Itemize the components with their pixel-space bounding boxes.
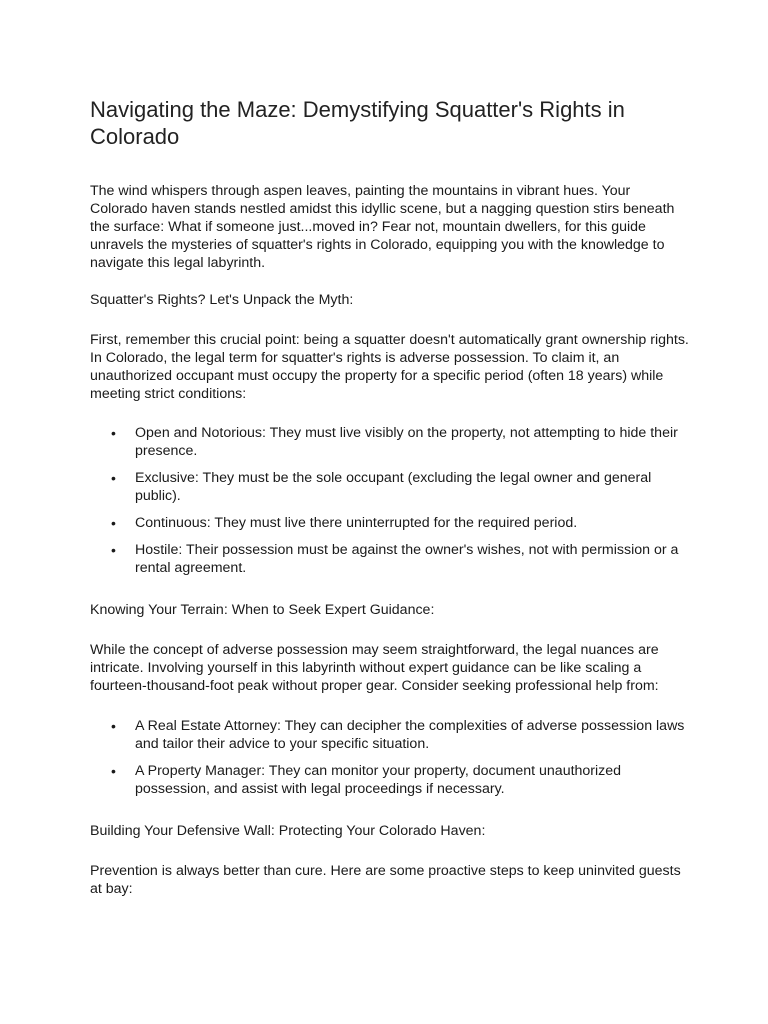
bullet-icon: • xyxy=(111,718,116,734)
section-heading-guidance: Knowing Your Terrain: When to Seek Expert Guidance: xyxy=(90,602,435,618)
document-title: Navigating the Maze: Demystifying Squatter's Rights in Colorado xyxy=(90,97,625,149)
list-item xyxy=(111,541,690,577)
document-page xyxy=(90,96,690,898)
list-item-text: Open and Notorious: They must live visibly on the property, not attempting to hide their presence. xyxy=(135,425,678,459)
bullet-icon: • xyxy=(111,470,116,486)
section-paragraph-guidance: While the concept of adverse possession may seem straightforward, the legal nuances are intricate. Involving yourself in this labyrinth without expert guidance can be like scaling a fourteen-thousand-foot peak without proper gear. Consider seeking professional help from: xyxy=(90,642,659,694)
section-heading-defense: Building Your Defensive Wall: Protecting Your Colorado Haven: xyxy=(90,823,486,839)
professionals-list xyxy=(90,717,690,798)
intro-paragraph: The wind whispers through aspen leaves, painting the mountains in vibrant hues. Your Colorado haven stands nestled amidst this idyllic scene, but a nagging question stirs beneath the surface: What if someone just...moved in? Fear not, mountain dwellers, for this guide unravels the mysteries of squatter's rights in Colorado, equipping you with the knowledge to navigate this legal labyrinth. xyxy=(90,183,675,271)
list-item xyxy=(111,717,690,753)
list-item xyxy=(111,514,690,532)
bullet-icon: • xyxy=(111,542,116,558)
list-item-text: Exclusive: They must be the sole occupant (excluding the legal owner and general public). xyxy=(135,470,652,504)
section-paragraph-defense: Prevention is always better than cure. Here are some proactive steps to keep uninvited guests at bay: xyxy=(90,863,681,897)
conditions-list xyxy=(90,424,690,577)
list-item-text: Continuous: They must live there uninterrupted for the required period. xyxy=(135,515,578,531)
list-item-text: A Property Manager: They can monitor your property, document unauthorized possession, and assist with legal proceedings if necessary. xyxy=(135,763,622,797)
section-heading-myth: Squatter's Rights? Let's Unpack the Myth: xyxy=(90,292,354,308)
bullet-icon: • xyxy=(111,515,116,531)
list-item-text: A Real Estate Attorney: They can decipher the complexities of adverse possession laws and tailor their advice to your specific situation. xyxy=(135,718,685,752)
section-paragraph-myth: First, remember this crucial point: being a squatter doesn't automatically grant ownership rights. In Colorado, the legal term for squatter's rights is adverse possession. To claim it, an unauthorized occupant must occupy the property for a specific period (often 18 years) while meeting strict conditions: xyxy=(90,332,689,402)
list-item xyxy=(111,762,690,798)
bullet-icon: • xyxy=(111,763,116,779)
list-item xyxy=(111,469,690,505)
list-item xyxy=(111,424,690,460)
bullet-icon: • xyxy=(111,425,116,441)
list-item-text: Hostile: Their possession must be against the owner's wishes, not with permission or a rental agreement. xyxy=(135,542,679,576)
